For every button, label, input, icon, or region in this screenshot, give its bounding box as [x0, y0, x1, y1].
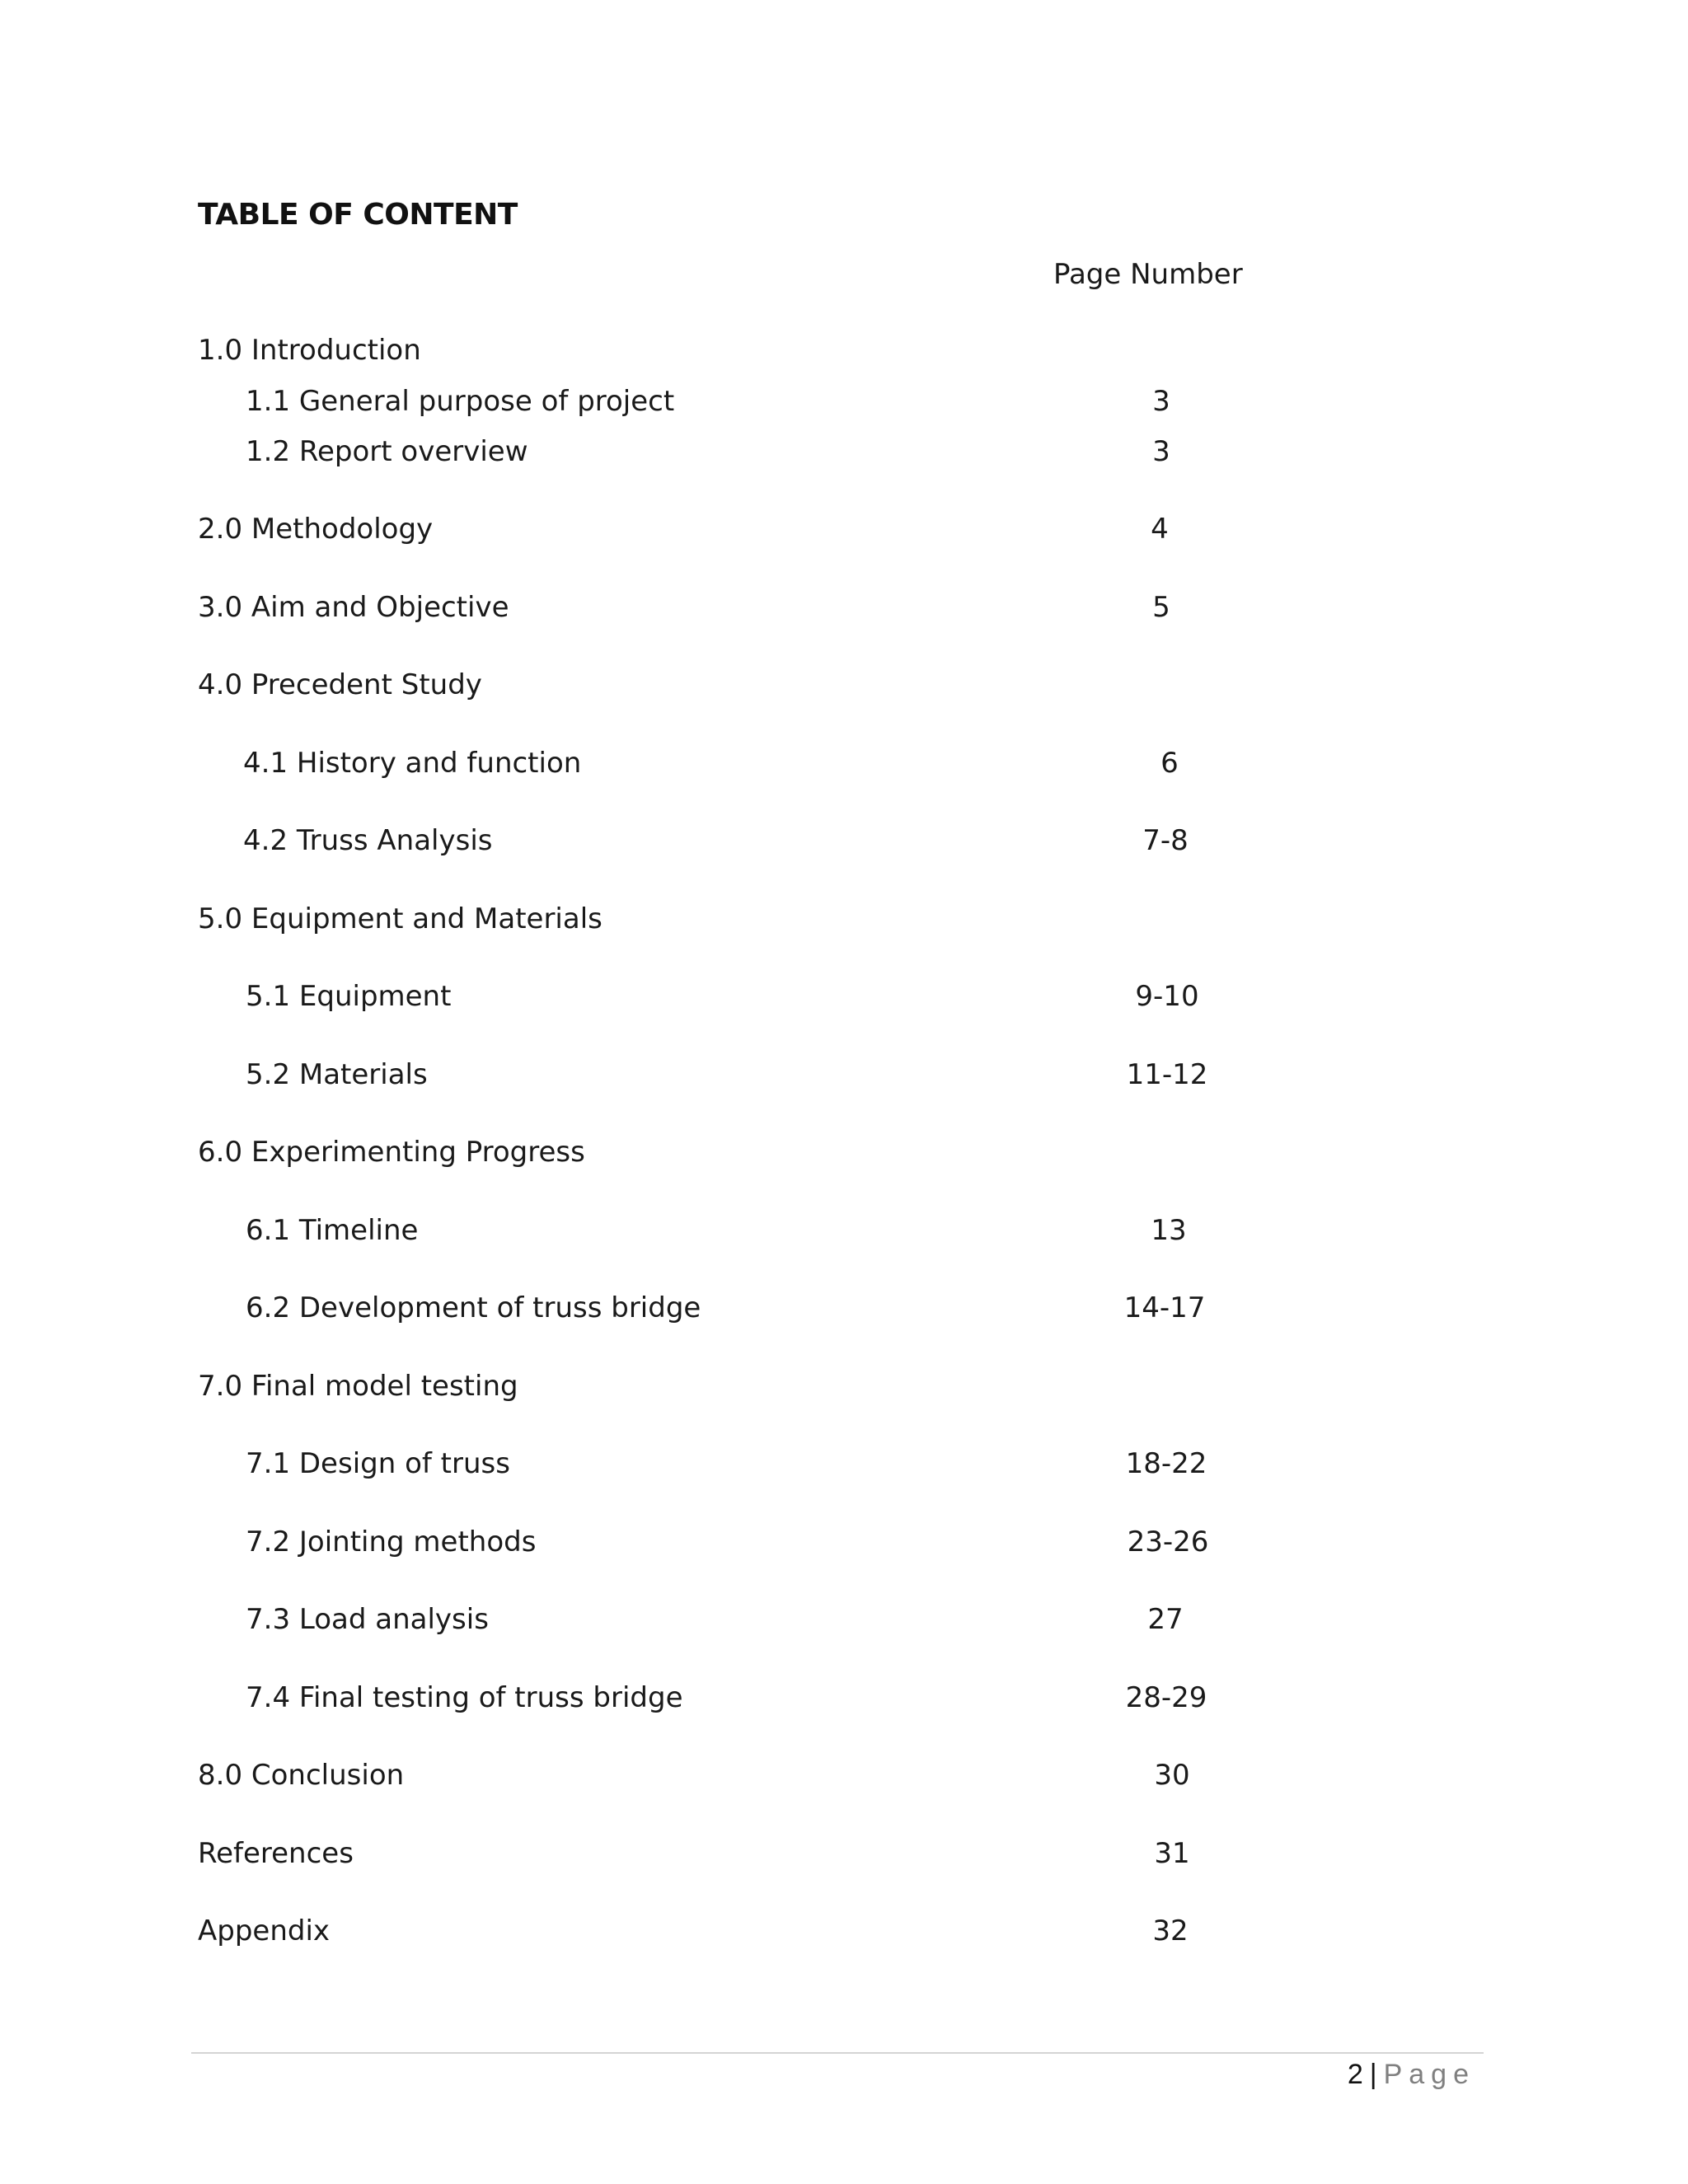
toc-entry-development-truss-bridge — [0, 1291, 1688, 1333]
toc-entry-equipment-materials — [0, 902, 1688, 944]
toc-entry-page: 31 — [1154, 1837, 1190, 1870]
toc-entry-label: 4.2 Truss Analysis — [243, 824, 493, 857]
toc-entry-label: 1.1 General purpose of project — [246, 385, 675, 418]
toc-entry-methodology — [0, 513, 1688, 554]
toc-entry-jointing-methods — [0, 1526, 1688, 1567]
toc-entry-page: 9-10 — [1135, 980, 1199, 1013]
toc-entry-equipment — [0, 980, 1688, 1021]
toc-entry-precedent-study — [0, 668, 1688, 710]
toc-entry-history-function — [0, 747, 1688, 788]
toc-entry-page: 4 — [1151, 513, 1169, 546]
toc-entry-label: 4.0 Precedent Study — [198, 668, 482, 701]
page-footer — [1348, 2059, 1475, 2091]
toc-entry-page: 6 — [1160, 747, 1179, 780]
toc-entry-page: 13 — [1151, 1214, 1187, 1247]
toc-entry-introduction — [0, 334, 1688, 375]
toc-entry-label: 1.2 Report overview — [246, 435, 528, 468]
toc-entry-label: 5.1 Equipment — [246, 980, 452, 1013]
toc-entry-label: 6.1 Timeline — [246, 1214, 419, 1247]
toc-entry-label: 7.3 Load analysis — [246, 1603, 489, 1636]
toc-entry-final-testing-truss-bridge — [0, 1681, 1688, 1722]
toc-entry-general-purpose — [0, 385, 1688, 426]
page-number-column-header: Page Number — [1053, 258, 1243, 291]
toc-entry-label: 7.2 Jointing methods — [246, 1526, 537, 1558]
toc-entry-final-model-testing — [0, 1370, 1688, 1411]
toc-entry-label: 5.2 Materials — [246, 1058, 428, 1091]
toc-entry-page: 11-12 — [1126, 1058, 1208, 1091]
toc-entry-label: 3.0 Aim and Objective — [198, 591, 509, 624]
footer-divider — [191, 2052, 1484, 2054]
toc-entry-page: 3 — [1152, 435, 1170, 468]
toc-title: TABLE OF CONTENT — [198, 198, 518, 232]
toc-entry-design-of-truss — [0, 1447, 1688, 1488]
toc-entry-load-analysis — [0, 1603, 1688, 1644]
toc-entry-label: 8.0 Conclusion — [198, 1759, 405, 1792]
toc-entry-page: 30 — [1154, 1759, 1190, 1792]
toc-entry-page: 27 — [1147, 1603, 1184, 1636]
toc-entry-page: 7-8 — [1142, 824, 1189, 857]
toc-entry-truss-analysis — [0, 824, 1688, 865]
toc-entry-conclusion — [0, 1759, 1688, 1800]
toc-entry-appendix — [0, 1915, 1688, 1956]
toc-entry-page: 18-22 — [1125, 1447, 1207, 1480]
toc-entry-references — [0, 1837, 1688, 1878]
toc-entry-timeline — [0, 1214, 1688, 1255]
toc-entry-label: 7.1 Design of truss — [246, 1447, 510, 1480]
footer-page-number: 2 — [1347, 2059, 1363, 2090]
footer-page-word: Page — [1383, 2059, 1475, 2090]
toc-entry-label: 4.1 History and function — [243, 747, 582, 780]
toc-entry-page: 32 — [1152, 1915, 1189, 1947]
toc-entry-label: 7.0 Final model testing — [198, 1370, 518, 1403]
toc-entry-page: 14-17 — [1123, 1291, 1206, 1324]
footer-separator: | — [1369, 2059, 1377, 2090]
toc-entry-label: 6.0 Experimenting Progress — [198, 1136, 585, 1169]
toc-entry-label: 5.0 Equipment and Materials — [198, 902, 603, 935]
toc-entry-page: 3 — [1152, 385, 1170, 418]
toc-entry-experimenting-progress — [0, 1136, 1688, 1177]
toc-entry-label: 6.2 Development of truss bridge — [246, 1291, 701, 1324]
toc-entry-page: 5 — [1152, 591, 1170, 624]
toc-entry-page: 28-29 — [1125, 1681, 1207, 1714]
toc-entry-label: 1.0 Introduction — [198, 334, 421, 367]
toc-entry-label: Appendix — [198, 1915, 331, 1947]
toc-entry-label: 7.4 Final testing of truss bridge — [246, 1681, 683, 1714]
toc-entry-materials — [0, 1058, 1688, 1099]
toc-entry-label: References — [198, 1837, 354, 1870]
toc-entry-label: 2.0 Methodology — [198, 513, 434, 546]
toc-entry-aim-objective — [0, 591, 1688, 632]
toc-entry-report-overview — [0, 435, 1688, 476]
toc-entry-page: 23-26 — [1127, 1526, 1209, 1558]
